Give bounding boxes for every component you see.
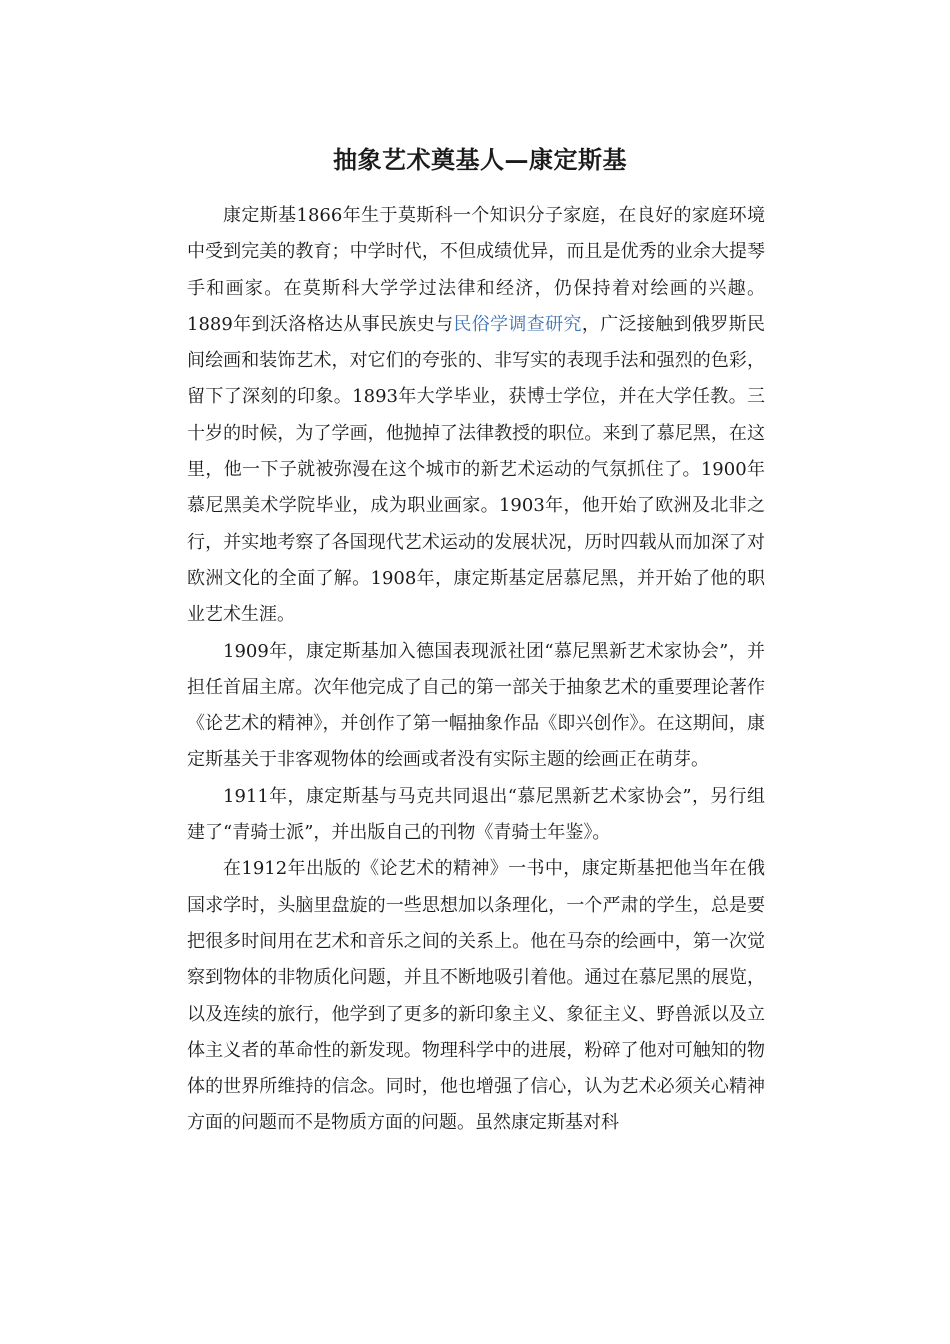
paragraph-1-text-after: ，广泛接触到俄罗斯民间绘画和装饰艺术，对它们的夸张的、非写实的表现手法和强烈的色彩，留下了深刻的印象。1893年大学毕业，获博士学位，并在大学任教。三十岁的时候，为了学画，他抛掉了法律教授的职位。来到了慕尼黑，在这里，他一下子就被弥漫在这个城市的新艺术运动的气氛抓住了。1900年慕尼黑美术学院毕业，成为职业画家。1903年，他开始了欧洲及北非之行，并实地考察了各国现代艺术运动的发展状况，历时四载从而加深了对欧洲文化的全面了解。1908年，康定斯基定居慕尼黑，并开始了他的职业艺术生涯。 [187,313,766,626]
paragraph-1-text-before: 康定斯基1866年生于莫斯科一个知识分子家庭，在良好的家庭环境中受到完美的教育；中学时代，不但成绩优异，而且是优秀的业余大提琴手和画家。在莫斯科大学学过法律和经济，仍保持着对绘画的兴趣。1889年到沃洛格达从事民族史与 [187,205,765,335]
paragraph-2: 1909年，康定斯基加入德国表现派社团“慕尼黑新艺术家协会”，并担任首届主席。次年他完成了自己的第一部关于抽象艺术的重要理论著作《论艺术的精神》，并创作了第一幅抽象作品《即兴创作》。在这期间，康定斯基关于非客观物体的绘画或者没有实际主题的绘画正在萌芽。 [187,640,765,771]
paragraph-4: 在1912年出版的《论艺术的精神》一书中，康定斯基把他当年在俄国求学时，头脑里盘旋的一些思想加以条理化，一个严肃的学生，总是要把很多时间用在艺术和音乐之间的关系上。他在马奈的绘画中，第一次觉察到物体的非物质化问题，并且不断地吸引着他。通过在慕尼黑的展览，以及连续的旅行，他学到了更多的新印象主义、象征主义、野兽派以及立体主义者的革命性的新发现。物理科学中的进展，粉碎了他对可触知的物体的世界所维持的信念。同时，他也增强了信心，认为艺术必须关心精神方面的问题而不是物质方面的问题。虽然康定斯基对科 [187,858,765,1134]
document-body [187,198,765,1142]
document-title: 抽象艺术奠基人—康定斯基 [333,145,627,174]
paragraph-3: 1911年，康定斯基与马克共同退出“慕尼黑新艺术家协会”，另行组建了“青骑士派”，并出版自己的刊物《青骑士年鉴》。 [187,785,765,844]
paragraph-1 [187,198,765,634]
folklore-research-link[interactable]: 民俗学调查研究 [453,313,582,335]
document-page [187,140,765,1142]
